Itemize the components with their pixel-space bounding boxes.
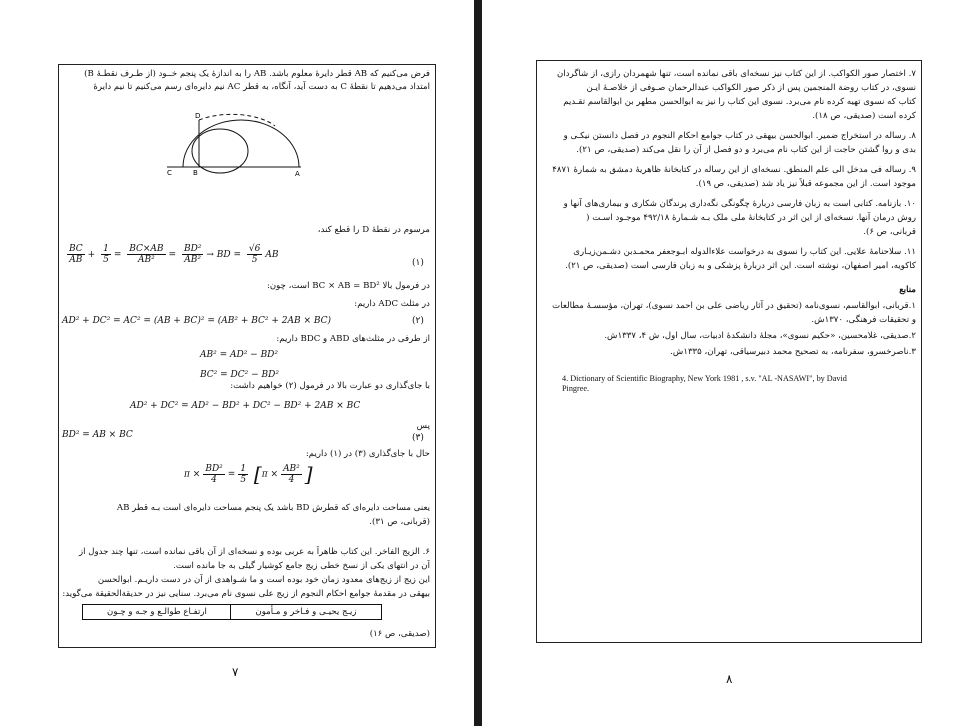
item7-line-1: ۷. اختصار صور الکواکب. از این کتاب نیز نسخه‌ای باقی نمانده است، تنها شهمردان رازی، از شاگردان (557, 69, 916, 79)
book-gutter (474, 0, 482, 726)
item7-line-4: کرده است (صدیقی، ص ۱۸). (812, 111, 916, 121)
substitute-text: با جای‌گذاری دو عبارت بالا در فرمول (۲) خواهیم داشت: (230, 381, 430, 391)
triangle-adc-text: در مثلث ADC داریم: (354, 299, 430, 309)
item9-line-1: ۹. رساله فی مدخل الی علم المنطق. نسخه‌ای از این رساله در کتابخانهٔ ظاهریهٔ دمشق به شمارهٔ ۴۸۷۱ (552, 165, 916, 175)
equation-sub: AD² + DC² = AD² − BD² + DC² − BD² + 2AB × BC (130, 401, 361, 411)
in-formula-text: در فرمول بالا BC × AB = BD² است، چون: (266, 281, 430, 291)
item6-line-1: ۶. الزیج الفاخر. این کتاب ظاهراً به عربی بوده و نسخه‌ای از آن باقی نمانده است، تنها چند جدول از (78, 547, 430, 557)
page-number-right: ۸ (726, 672, 733, 686)
eq2-number: (۲) (412, 316, 424, 326)
label-a: A (295, 170, 300, 178)
page-number-left: ۷ (232, 665, 239, 679)
equation-final: π × $\frac{\text{BD²}}{4}$ = $\frac{1}{5}$ [π × $\frac{\text{AB²}}{4}$ ] (184, 462, 313, 486)
item11-line-1: ۱۱. سلاحنامهٔ علایی. این کتاب را نسوی به درخواست علاءالدوله ابـوجعفر محمـدبن دشـمن‌زیـاری (573, 247, 916, 257)
now-text: حال با جای‌گذاری (۳) در (۱) داریم: (305, 449, 430, 459)
source-4-line-1: 4. Dictionary of Scientific Biography, New York 1981 , s.v. "AL -NASAWI", by David (562, 374, 847, 383)
small-circle (192, 129, 248, 173)
item10-line-3: قربانی، ص ۶). (863, 227, 916, 237)
verse-right-half: زیـج یحیـی و فـاخر و مـأمون (230, 604, 382, 620)
drawn-line-text: مرسوم در نقطهٔ D را قطع کند، (317, 225, 430, 235)
equation-2: AD² + DC² = AC² = (AB + BC)² = (AB² + BC² + 2AB × BC) (62, 316, 332, 326)
source-2: ۲.صدیقی، غلامحسین، «حکیم نسوی»، مجلهٔ دانشکدهٔ ادبیات، سال اول، ش ۴، ۱۳۳۷ش. (604, 331, 916, 341)
item6-line-3: این زیج از زیج‌های معدود زمان خود بوده است و ما شـواهدی از آن در دست داریـم. ابوالحسن (97, 575, 430, 585)
source-4-line-2: Pingree. (562, 384, 590, 393)
item8-line-1: ۸. رساله در استخراج ضمیر. ابوالحسن بیهقی در کتاب جوامع احکام النجوم در فصل دانستن نیکـی و (563, 131, 916, 141)
equation-3: BD² = AB × BC (62, 430, 133, 440)
left-page (0, 0, 474, 726)
intro-line-1: فرض می‌کنیم که AB قطر دایرهٔ معلوم باشد. AB را به اندازهٔ یک پنجم خــود (از طـرف نقطـهٔ B) (84, 69, 430, 79)
label-d: D (195, 112, 201, 120)
eq1-number: (۱) (412, 258, 424, 268)
then-text: پس (416, 421, 430, 431)
item9-line-2: موجود است. از این مجموعه قبلاً نیز یاد شد (صدیقی، ص ۱۹). (695, 179, 916, 189)
item7-line-3: کتاب که نسوی تهیه کرده نام می‌برد. نسوی این کتاب را نیز به ابوالحسن مطهر بن ابوالقاسم تقـدیم (563, 97, 916, 107)
item6-line-2: آن در انتهای یکی از نسخ خطی زیج جامع کوشیار گیلی به جا مانده است. (173, 561, 430, 571)
item10-line-2: روش درمان آنها. نسخه‌ای از این اثر در کتابخانهٔ ملی ملک بـه شـمارهٔ ۴۹۲/۱۸ موجـود اسـت ( (586, 213, 916, 223)
eq3-number: (۳) (412, 433, 424, 443)
source-1-line-2: و تحقیقات فرهنگی، ۱۳۷۰ش. (811, 315, 916, 325)
intro-line-2: امتداد می‌دهیم تا نقطهٔ C به دست آید، آنگاه، به قطر AC نیم دایره‌ای رسم می‌کنیم تا نیم دایرهٔ (93, 82, 430, 92)
item10-line-1: ۱۰. بازنامه. کتابی است به زبان فارسی دربارهٔ چگونگی نگه‌داری پرندگان شکاری و بیماری‌های آنها و (563, 199, 916, 209)
right-page (482, 0, 965, 726)
item7-line-2: نسوی، در کتاب روضة المنجمین پس از ذکر صور الکواکب عبدالرحمان صـوفی از خلاصـهٔ ایـن (586, 83, 916, 93)
source-1-line-1: ۱.قربانی، ابوالقاسم، نسوی‌نامه (تحقیق در آثار ریاضی علی بن احمد نسوی)، تهران، مؤسسـهٔ مطالعات (552, 301, 916, 311)
label-c: C (167, 169, 172, 177)
circle-figure (165, 108, 305, 180)
equation-1: $\frac{BC}{AB}$ + $\frac{1}{5}$ = $\frac{BC\times AB}{\text{AB²}}$ = $\frac{\text{BD²}}{\text{AB²}}$ → BD = $\frac{√6}{5}$ AB (69, 244, 279, 265)
item6-citation: (صدیقی، ص ۱۶) (369, 629, 430, 639)
equation-ab: AB² = AD² − BD² (200, 350, 279, 360)
conclusion-line-2: (قربانی، ص ۳۱). (369, 517, 430, 527)
other-side-text: از طرفی در مثلث‌های ABD و BDC داریم: (276, 334, 430, 344)
semicircle-arc (183, 120, 299, 167)
item8-line-2: بدی و روا گشتن حاجت از این کتاب نام می‌برد و دو فصل از آن را نقل می‌کند (صدیقی، ص ۲۱). (576, 145, 916, 155)
item6-line-4: بیهقی در مقدمهٔ جوامع احکام النجوم از زیج علی نسوی نام می‌برد. سنایی نیز در حدیقةالحقیقة می‌گوید: (62, 589, 430, 599)
item11-line-2: کاکویه، امیر اصفهان، نوشته است. این اثر دربارهٔ پزشکی و به زبان فارسی است (صدیقی، ص ۲۱). (565, 261, 916, 271)
equation-bc: BC² = DC² − BD² (200, 370, 279, 380)
verse-left-half: ارتفـاع طوالـع و جـه و چـون (82, 604, 231, 620)
label-b: B (193, 169, 198, 177)
source-3: ۳.ناصرخسرو، سفرنامه، به تصحیح محمد دبیرسیاقی، تهران، ۱۳۳۵ش. (670, 347, 916, 357)
sources-title: منابع (899, 285, 916, 295)
conclusion-line-1: یعنی مساحت دایره‌ای که قطرش BD باشد یک پنجم مساحت دایره‌ای است بـه قطر AB (116, 503, 430, 513)
